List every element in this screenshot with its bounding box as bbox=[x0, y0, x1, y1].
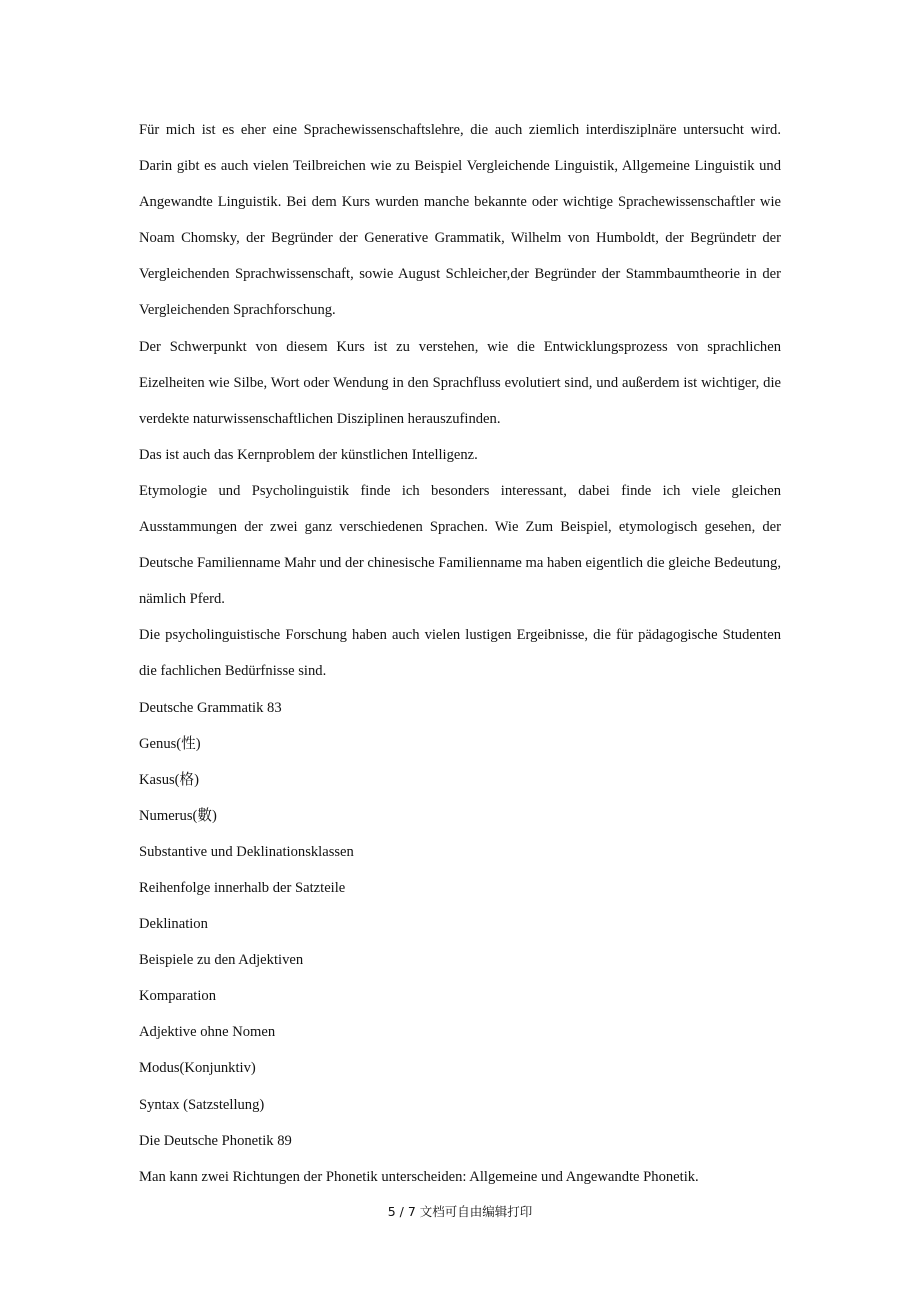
list-item: Deklination bbox=[139, 916, 208, 933]
paragraph: Etymologie und Psycholinguistik finde ich besonders interessant, dabei finde ich viele gleichen Ausstammungen der zwei ganz verschiedenen Sprachen. Wie Zum Beispiel, etymologisch gesehen, der Deutsche Familienname Mahr und der chinesische Familienname ma haben eigentlich die gleiche Bedeutung, nämlich Pferd. bbox=[139, 482, 781, 608]
paragraph: Der Schwerpunkt von diesem Kurs ist zu verstehen, wie die Entwicklungsprozess von sprachlichen Eizelheiten wie Silbe, Wort oder Wendung in den Sprachfluss evolutiert sind, und außerdem ist wichtiger, die verdekte naturwissenschaftlichen Disziplinen herauszufinden. bbox=[139, 338, 781, 427]
document-body bbox=[139, 112, 781, 1195]
list-item: Adjektive ohne Nomen bbox=[139, 1024, 276, 1041]
list-item: Genus(性) bbox=[139, 735, 201, 752]
paragraph: Die psycholinguistische Forschung haben auch vielen lustigen Ergeibnisse, die für pädagogische Studenten die fachlichen Bedürfnisse sind. bbox=[139, 627, 781, 680]
section-heading: Deutsche Grammatik 83 bbox=[139, 699, 282, 716]
list-item: Reihenfolge innerhalb der Satzteile bbox=[139, 879, 346, 896]
section-heading: Die Deutsche Phonetik 89 bbox=[139, 1132, 292, 1149]
list-item: Numerus(數) bbox=[139, 807, 217, 824]
list-item: Kasus(格) bbox=[139, 771, 199, 788]
list-item: Beispiele zu den Adjektiven bbox=[139, 952, 304, 969]
paragraph: Man kann zwei Richtungen der Phonetik unterscheiden: Allgemeine und Angewandte Phonetik. bbox=[139, 1168, 699, 1185]
list-item: Syntax (Satzstellung) bbox=[139, 1096, 265, 1113]
list-item: Modus(Konjunktiv) bbox=[139, 1060, 256, 1077]
paragraph: Für mich ist es eher eine Sprachewissenschaftslehre, die auch ziemlich interdisziplnäre untersucht wird. Darin gibt es auch vielen Teilbreichen wie zu Beispiel Vergleichende Linguistik, Allgemeine Linguistik und Angewandte Linguistik. Bei dem Kurs wurden manche bekannte oder wichtige Sprachewissenschaftler wie Noam Chomsky, der Begründer der Generative Grammatik, Wilhelm von Humboldt, der Begründetr der Vergleichenden Sprachwissenschaft, sowie August Schleicher,der Begründer der Stammbaumtheorie in der Vergleichenden Sprachforschung. bbox=[139, 122, 781, 319]
page-footer: 5 / 7 文档可自由编辑打印 bbox=[387, 1204, 533, 1219]
list-item: Substantive und Deklinationsklassen bbox=[139, 843, 354, 860]
paragraph: Das ist auch das Kernproblem der künstlichen Intelligenz. bbox=[139, 446, 478, 463]
list-item: Komparation bbox=[139, 988, 217, 1005]
